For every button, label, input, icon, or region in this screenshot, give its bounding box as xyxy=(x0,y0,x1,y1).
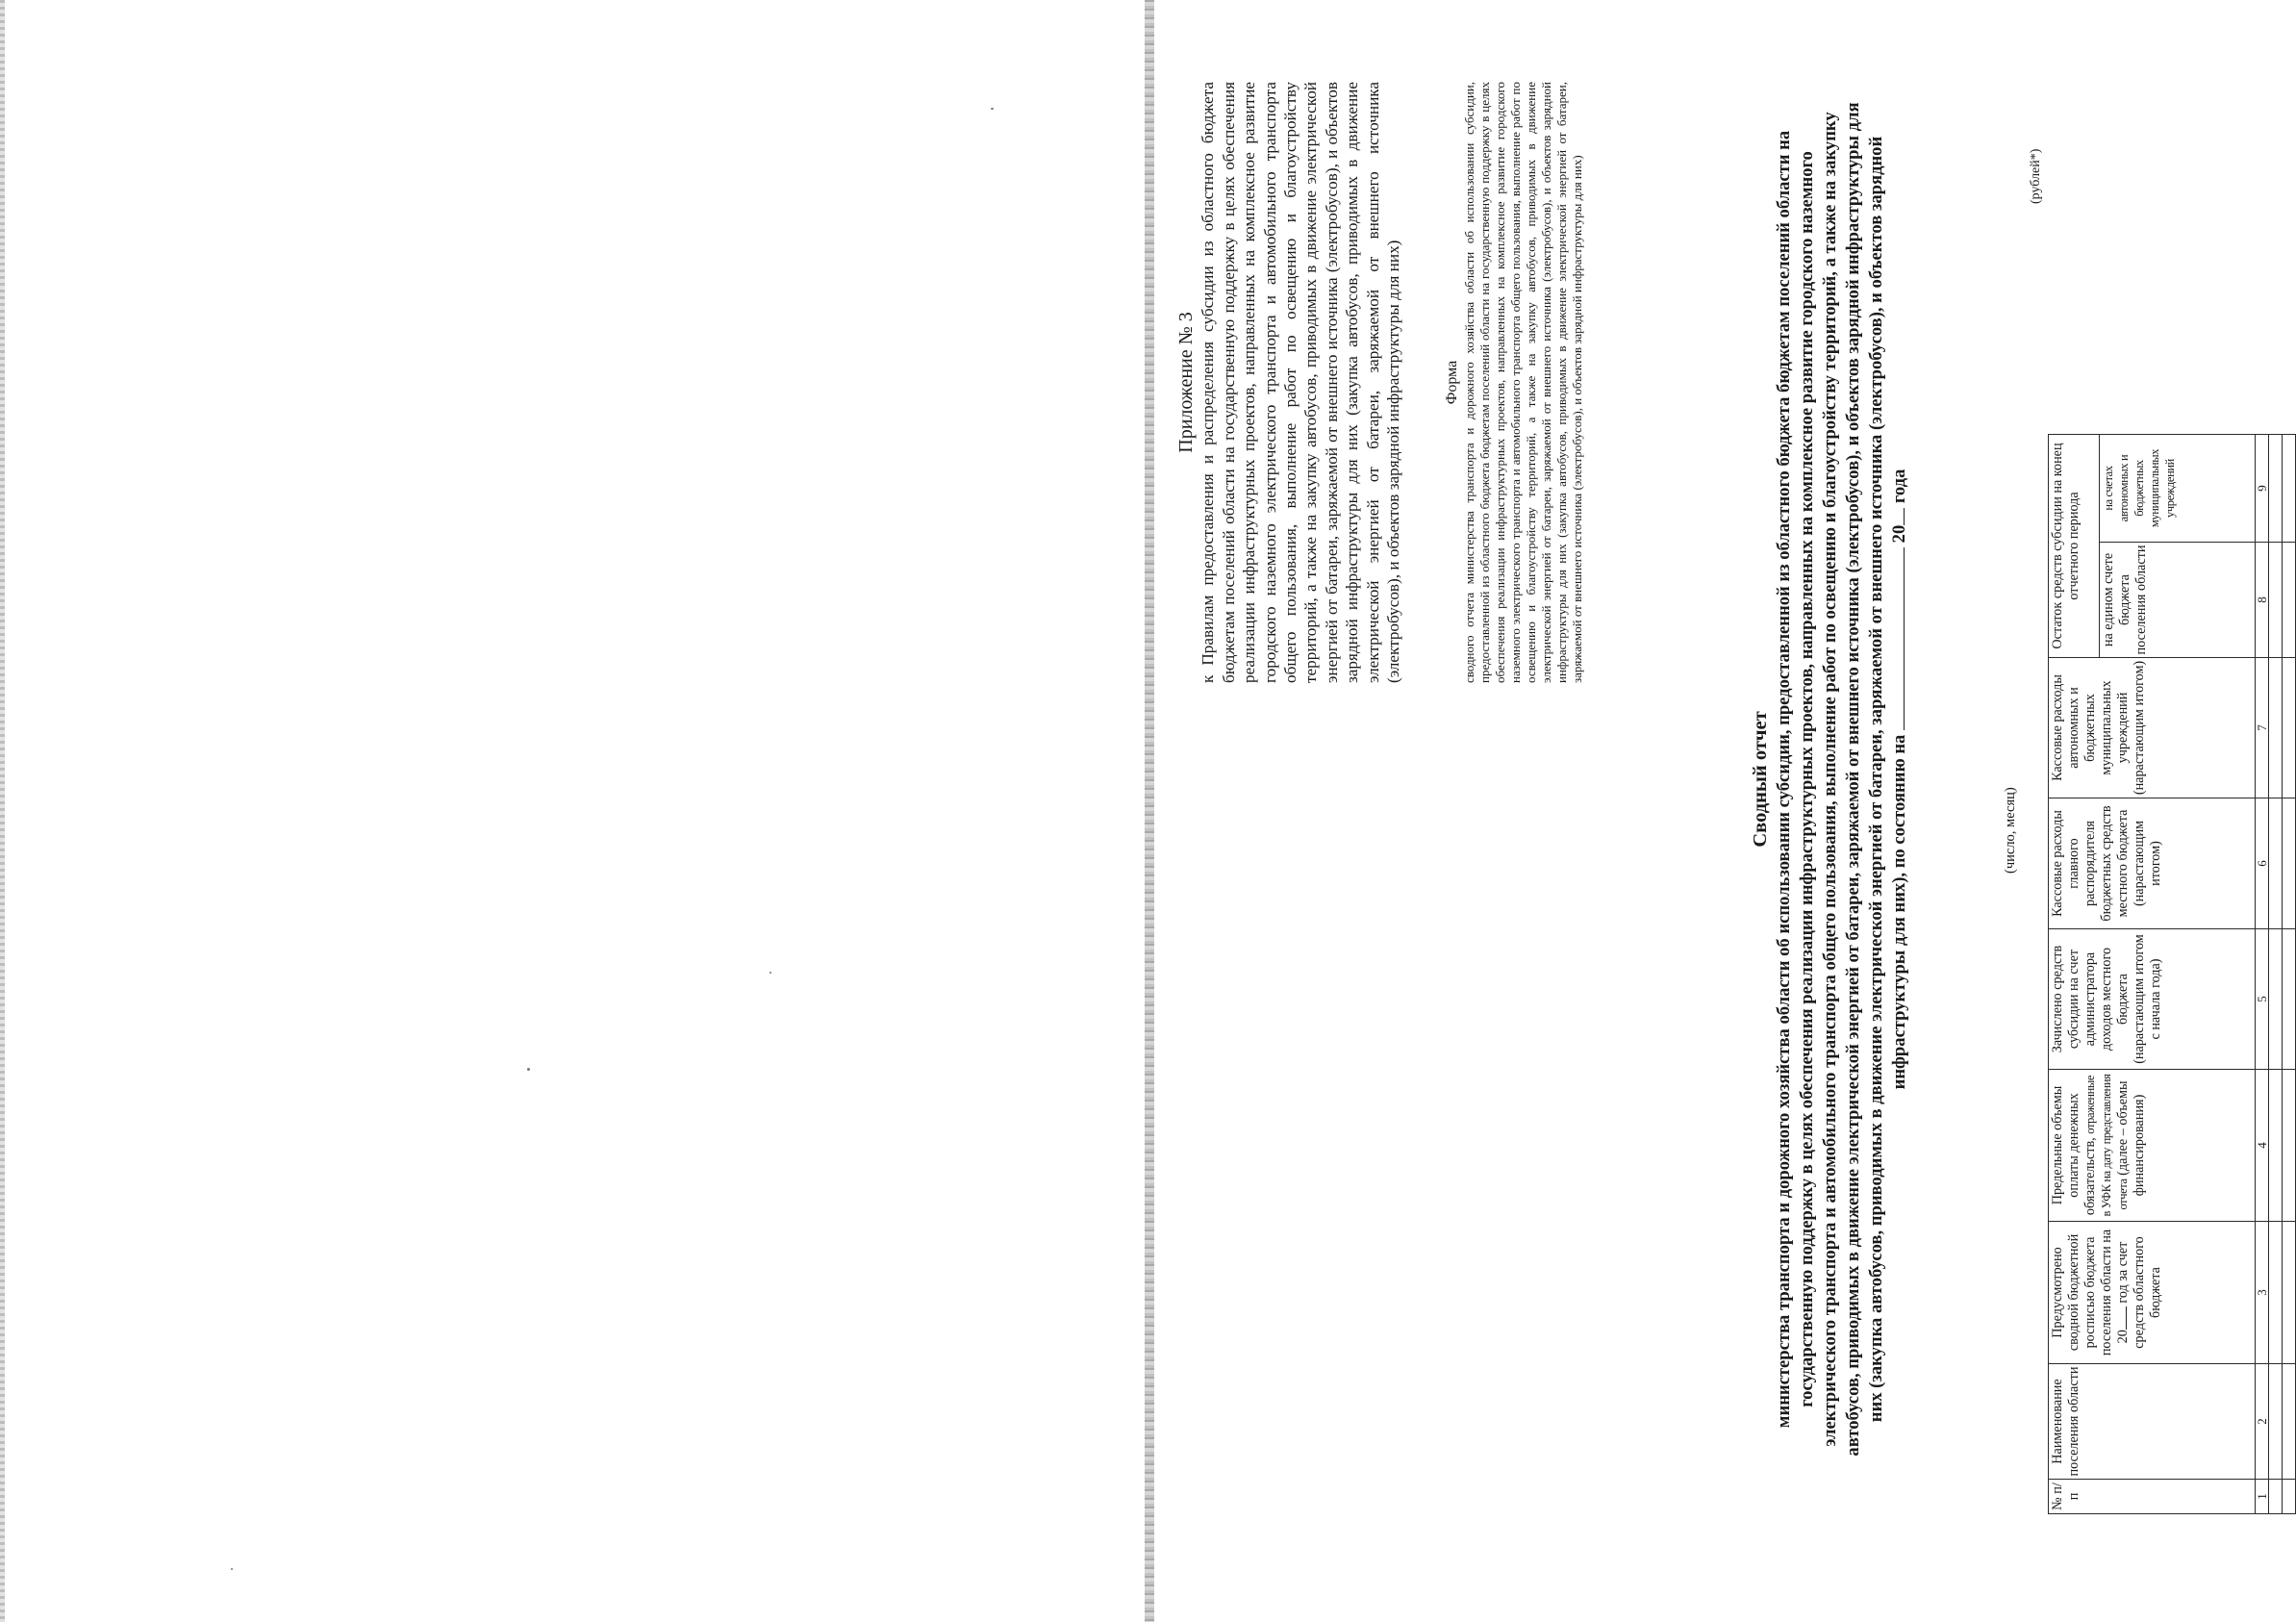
report-table xyxy=(2048,83,2296,1514)
table-spacer xyxy=(2269,83,2283,435)
report-title: Сводный отчет xyxy=(1750,711,1771,848)
column-number: 6 xyxy=(2256,798,2269,929)
table-cell[interactable] xyxy=(2269,929,2283,1070)
column-number: 4 xyxy=(2256,1070,2269,1222)
scan-speck xyxy=(527,1068,530,1071)
table-cell[interactable] xyxy=(2283,798,2296,929)
table-cell[interactable] xyxy=(2283,1480,2296,1514)
header-balance-single-account: на едином счете бюджета поселения области xyxy=(2100,543,2256,658)
column-number: 9 xyxy=(2256,435,2269,543)
form-text: сводного отчета министерства транспорта и дорожного хозяйства области об использовании субсидии, предоставленной из областного бюджета бюджетам поселений области на государственную поддержку в целях обеспечения реализации инфраструктурных проектов, направленных на комплексное развитие городского наземного электрического транспорта и автомобильного транспорта общего пользования, выполнение работ по освещению и благоустройству территорий, а также на закупку автобусов, приводимых в движение электрической энергией от батареи, заряжаемой от внешнего источника (электробусов), и объектов зарядной инфраструктуры для них (закупка автобусов, приводимых в движение электрической энергией от батареи, заряжаемой от внешнего источника (электробусов), и объектов зарядной инфраструктуры для них) xyxy=(1462,82,1584,683)
scan-speck xyxy=(770,972,771,974)
column-number: 7 xyxy=(2256,658,2269,798)
header-number: № п/п xyxy=(2049,1480,2256,1514)
header-planned-budget xyxy=(2049,1222,2256,1364)
column-number: 8 xyxy=(2256,543,2269,658)
header-payment-limits-a: Предельные объемы оплаты денежных обязательств, xyxy=(2050,1085,2098,1216)
header-subsidy-balance: Остаток средств субсидии на конец отчетного периода xyxy=(2049,435,2100,658)
table-cell[interactable] xyxy=(2269,1070,2283,1222)
table-cell[interactable] xyxy=(2283,1070,2296,1222)
report-heading xyxy=(1749,77,1911,1482)
table-spacer xyxy=(2049,83,2256,435)
form-block xyxy=(1445,82,1585,683)
table-cell[interactable] xyxy=(2269,1222,2283,1364)
column-number-row xyxy=(2256,83,2269,1514)
header-planned-budget-a: Предусмотрено сводной бюджетной росписью бюджета поселения области на 20 xyxy=(2050,1229,2131,1356)
annex-title: Приложение № 3 xyxy=(1175,312,1197,453)
table-cell[interactable] xyxy=(2269,1480,2283,1514)
annex-block xyxy=(1176,82,1403,683)
column-number: 5 xyxy=(2256,929,2269,1070)
column-number: 1 xyxy=(2256,1480,2269,1514)
header-year-blank xyxy=(2126,1306,2127,1330)
report-text: министерства транспорта и дорожного хозяйства области об использовании субсидии, предоставленной из областного бюджета бюджетам поселений области на государственную поддержку в целях обеспечения реализации инфраструктурных проектов, направленных на комплексное развитие городского наземного электрического транспорта и автомобильного транспорта общего пользования, выполнение работ по освещению и благоустройству территорий, а также на закупку автобусов, приводимых в движение электрической энергией от батареи, заряжаемой от внешнего источника (электробусов), и объектов зарядной инфраструктуры для них (закупка автобусов, приводимых в движение электрической энергией от батареи, заряжаемой от внешнего источника (электробусов), и объектов зарядной инфраструктуры для них), по состоянию на xyxy=(1774,102,1909,1457)
column-number: 3 xyxy=(2256,1222,2269,1364)
table-cell[interactable] xyxy=(2269,1364,2283,1480)
date-caption: (число, месяц) xyxy=(2003,787,2018,874)
table-cell[interactable] xyxy=(2283,1222,2296,1364)
header-cash-expenses-institutions: Кассовые расходы автономных и бюджетных муниципальных учреждений (нарастающим итогом) xyxy=(2049,658,2256,798)
year-suffix: года xyxy=(1889,469,1909,504)
table-cell[interactable] xyxy=(2283,929,2296,1070)
annex-text: к Правилам предоставления и распределения субсидии из областного бюджета бюджетам поселений области на государственную поддержку в целях обеспечения реализации инфраструктурных проектов, направленных на комплексное развитие городского наземного электрического транспорта и автомобильного транспорта общего пользования, выполнение работ по освещению и благоустройству территорий, а также на закупку автобусов, приводимых в движение электрической энергией от батареи, заряжаемой от внешнего источника (электробусов), и объектов зарядной инфраструктуры для них (закупка автобусов, приводимых в движение электрической энергией от батареи, заряжаемой от внешнего источника (электробусов), и объектов зарядной инфраструктуры для них) xyxy=(1198,82,1403,683)
table-row xyxy=(2283,83,2296,1514)
header-planned-budget-b: год за счет средств областного бюджета xyxy=(2115,1236,2163,1349)
table-cell[interactable] xyxy=(2283,1364,2296,1480)
table-cell[interactable] xyxy=(2283,435,2296,543)
form-title: Форма xyxy=(1444,360,1460,405)
column-number: 2 xyxy=(2256,1364,2269,1480)
table-spacer xyxy=(2256,83,2269,435)
table-cell[interactable] xyxy=(2269,658,2283,798)
year-blank[interactable] xyxy=(1904,508,1905,525)
table-row xyxy=(2269,83,2283,1514)
table-cell[interactable] xyxy=(2269,543,2283,658)
table-cell[interactable] xyxy=(2269,435,2283,543)
header-balance-institution-accounts: на счетах автономных и бюджетных муниципальных учреждений xyxy=(2100,435,2256,543)
header-payment-limits xyxy=(2049,1070,2256,1222)
header-credited-subsidy: Зачислено средств субсидии на счет администратора доходов местного бюджета (нарастающим итогом с начала года) xyxy=(2049,929,2256,1070)
scan-speck xyxy=(991,108,994,110)
year-prefix: 20 xyxy=(1889,524,1909,544)
date-blank[interactable] xyxy=(1904,547,1905,730)
table-spacer xyxy=(2283,83,2296,435)
header-settlement-name: Наименование поселения области xyxy=(2049,1364,2256,1480)
header-payment-limits-c: представления отчета xyxy=(2100,1074,2130,1210)
table-cell[interactable] xyxy=(2269,798,2283,929)
units-label: (рублей*) xyxy=(2029,148,2043,204)
report-date-line xyxy=(1889,469,1909,730)
scan-edge-left xyxy=(0,0,5,1622)
header-cash-expenses-manager: Кассовые расходы главного распорядителя бюджетных средств местного бюджета (нарастающим итогом) xyxy=(2049,798,2256,929)
table-cell[interactable] xyxy=(2283,543,2296,658)
scan-speck xyxy=(231,1568,233,1570)
header-payment-limits-b: отраженные в УФК на дату xyxy=(2083,1075,2113,1217)
header-payment-limits-d: (далее – объемы финансирования) xyxy=(2115,1080,2147,1197)
rotated-document-sheet xyxy=(1058,58,2269,1568)
report-text-wrapper xyxy=(1773,77,1911,1482)
table-cell[interactable] xyxy=(2283,658,2296,798)
